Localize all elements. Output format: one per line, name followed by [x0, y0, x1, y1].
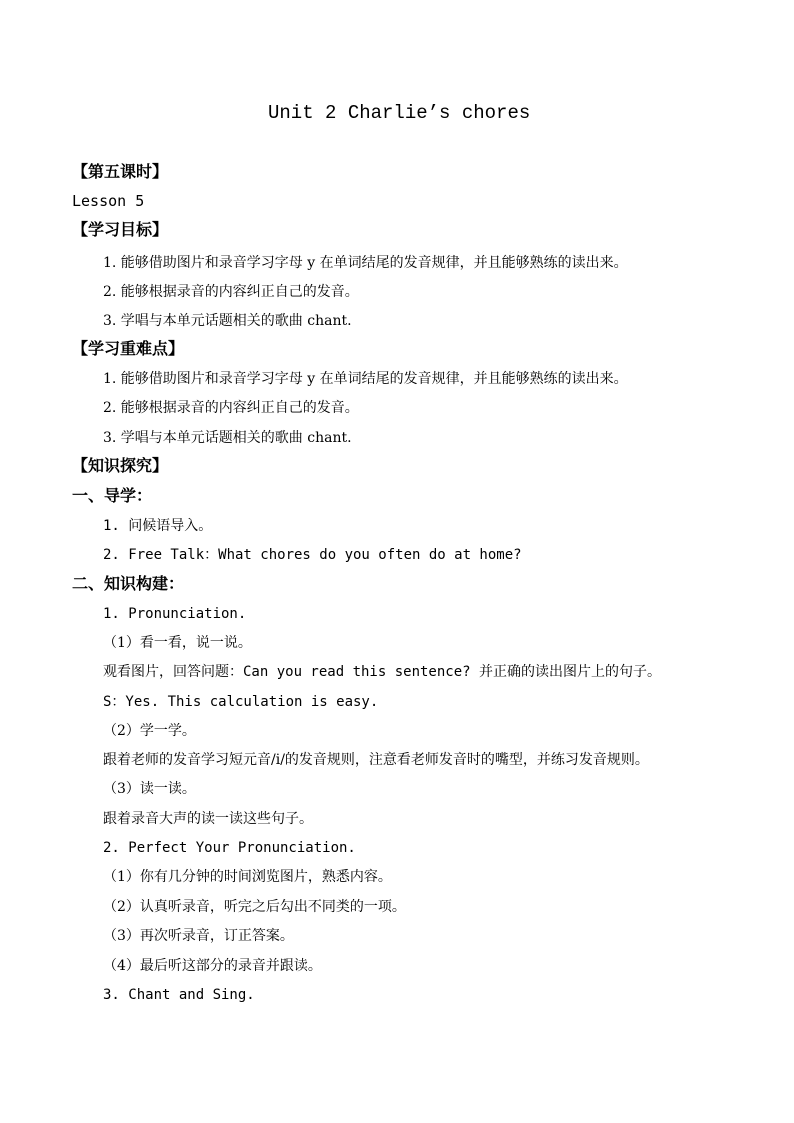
guide-item: 2. Free Talk：What chores do you often do at home? [103, 547, 522, 563]
key-point-item: 1. 能够借助图片和录音学习字母 y 在单词结尾的发音规律，并且能够熟练的读出来。 [103, 371, 628, 387]
construction-line: （1）你有几分钟的时间浏览图片，熟悉内容。 [103, 869, 392, 885]
construction-line: 1. Pronunciation. [103, 606, 247, 622]
construction-line: （2）学一学。 [103, 723, 196, 739]
objectives-heading: 【学习目标】 [72, 220, 169, 239]
objective-item: 2. 能够根据录音的内容纠正自己的发音。 [103, 284, 359, 300]
construction-line: （3）再次听录音，订正答案。 [103, 928, 294, 944]
construction-line: （1）看一看，说一说。 [103, 635, 252, 651]
construction-line: 观看图片，回答问题：Can you read this sentence? 并正确的读出图片上的句子。 [103, 664, 662, 680]
construction-line: （2）认真听录音，听完之后勾出不同类的一项。 [103, 899, 406, 915]
construction-line: 跟着录音大声的读一读这些句子。 [103, 811, 313, 827]
period-heading: 【第五课时】 [72, 162, 169, 181]
lesson-label: Lesson 5 [72, 192, 145, 210]
construction-heading: 二、知识构建： [72, 574, 185, 593]
objective-item: 3. 学唱与本单元话题相关的歌曲 chant. [103, 313, 352, 329]
guide-item: 1. 问候语导入。 [103, 518, 213, 534]
construction-line: 3. Chant and Sing. [103, 987, 255, 1003]
construction-line: S：Yes. This calculation is easy. [103, 694, 379, 710]
key-point-item: 3. 学唱与本单元话题相关的歌曲 chant. [103, 430, 352, 446]
key-points-heading: 【学习重难点】 [72, 339, 185, 358]
key-point-item: 2. 能够根据录音的内容纠正自己的发音。 [103, 400, 359, 416]
construction-line: （3）读一读。 [103, 781, 196, 797]
document-title: Unit 2 Charlie’s chores [268, 102, 531, 124]
construction-line: （4）最后听这部分的录音并跟读。 [103, 958, 322, 974]
exploration-heading: 【知识探究】 [72, 456, 169, 475]
construction-line: 跟着老师的发音学习短元音/i/的发音规则，注意看老师发音时的嘴型，并练习发音规则。 [103, 752, 649, 768]
construction-line: 2. Perfect Your Pronunciation. [103, 840, 356, 856]
objective-item: 1. 能够借助图片和录音学习字母 y 在单词结尾的发音规律，并且能够熟练的读出来。 [103, 255, 628, 271]
guide-heading: 一、导学： [72, 486, 153, 505]
